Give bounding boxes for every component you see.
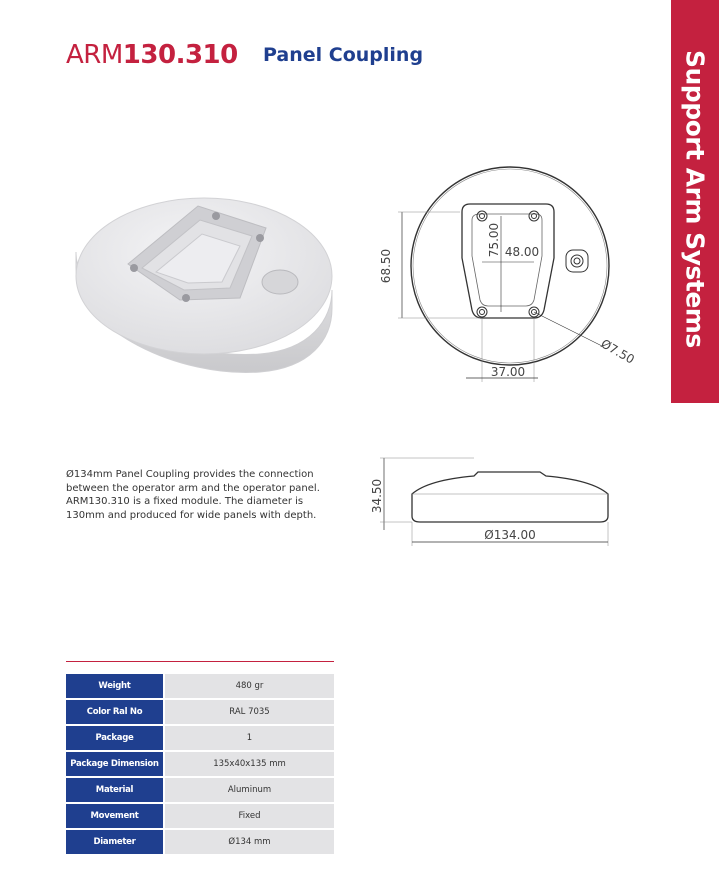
page-title: Panel Coupling xyxy=(263,44,424,66)
spec-value: 135x40x135 mm xyxy=(163,752,334,778)
product-code-number: 130.310 xyxy=(122,40,238,70)
table-row xyxy=(66,830,334,856)
spec-value: Fixed xyxy=(163,804,334,830)
spec-label: Weight xyxy=(66,674,163,700)
top-view-drawing xyxy=(370,150,660,390)
dim-height-outer: 68.50 xyxy=(379,248,393,284)
spec-table xyxy=(66,674,334,856)
product-code xyxy=(66,40,238,70)
dim-height-inner: 75.00 xyxy=(487,222,501,258)
dim-side-diameter: Ø134.00 xyxy=(484,528,536,542)
product-image xyxy=(70,190,340,385)
spec-value: Ø134 mm xyxy=(163,830,334,856)
table-row xyxy=(66,726,334,752)
table-row xyxy=(66,804,334,830)
table-row xyxy=(66,778,334,804)
dim-side-height: 34.50 xyxy=(370,478,384,514)
spec-label: Color Ral No xyxy=(66,700,163,726)
side-tab xyxy=(671,0,719,403)
spec-value: RAL 7035 xyxy=(163,700,334,726)
spec-label: Package Dimension xyxy=(66,752,163,778)
table-row xyxy=(66,674,334,700)
spec-label: Package xyxy=(66,726,163,752)
side-view-drawing xyxy=(370,450,620,550)
product-code-prefix: ARM xyxy=(66,40,123,70)
spec-label: Diameter xyxy=(66,830,163,856)
spec-label: Material xyxy=(66,778,163,804)
spec-value: Aluminum xyxy=(163,778,334,804)
spec-value: 480 gr xyxy=(163,674,334,700)
side-tab-label: Support Arm Systems xyxy=(680,50,710,348)
spec-value: 1 xyxy=(163,726,334,752)
spec-label: Movement xyxy=(66,804,163,830)
table-row xyxy=(66,752,334,778)
dim-width-bottom: 37.00 xyxy=(490,365,526,379)
spec-divider xyxy=(66,661,334,662)
dim-width-inner: 48.00 xyxy=(504,245,540,259)
product-description: Ø134mm Panel Coupling provides the connection between the operator arm and the operator panel. ARM130.310 is a fixed module. The diameter is 130mm and produced for wide panels with depth. xyxy=(66,469,320,521)
table-row xyxy=(66,700,334,726)
dim-hole-diameter: Ø7.50 xyxy=(598,336,637,367)
